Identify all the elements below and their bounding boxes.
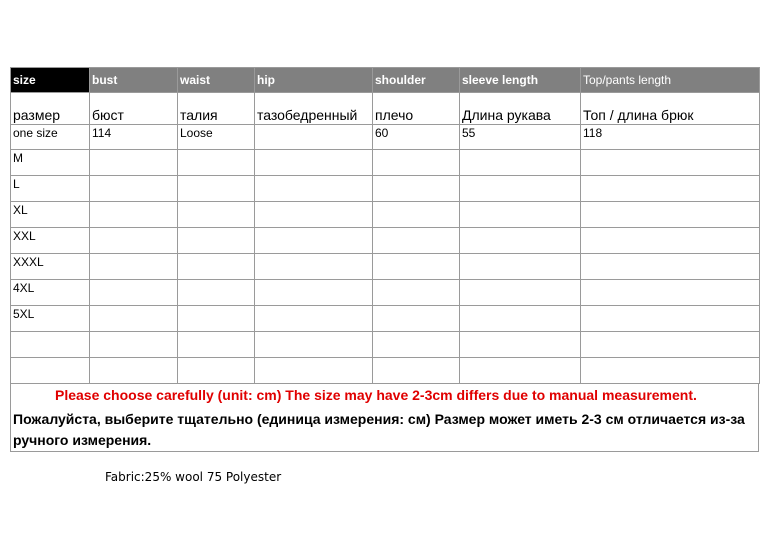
header-ru-sleeve: Длина рукава — [460, 93, 581, 125]
cell-hip — [255, 228, 373, 254]
cell-hip — [255, 254, 373, 280]
header-ru-length: Топ / длина брюк — [581, 93, 760, 125]
table-row — [11, 306, 760, 332]
cell-waist — [178, 280, 255, 306]
cell-waist — [178, 202, 255, 228]
cell-hip — [255, 280, 373, 306]
cell-length — [581, 228, 760, 254]
table-row — [11, 254, 760, 280]
header-sleeve-length: sleeve length — [460, 68, 581, 93]
cell-length — [581, 176, 760, 202]
size-chart — [10, 67, 759, 452]
table-row — [11, 202, 760, 228]
cell-bust — [90, 332, 178, 358]
header-ru-bust: бюст — [90, 93, 178, 125]
cell-sleeve-length — [460, 202, 581, 228]
cell-sleeve-length — [460, 358, 581, 384]
table-row — [11, 332, 760, 358]
cell-shoulder: 60 — [373, 125, 460, 150]
cell-sleeve-length — [460, 228, 581, 254]
cell-shoulder — [373, 150, 460, 176]
cell-size: XXL — [11, 228, 90, 254]
fabric-info: Fabric:25% wool 75 Polyester — [105, 470, 282, 484]
cell-bust — [90, 280, 178, 306]
cell-size: XL — [11, 202, 90, 228]
cell-hip — [255, 176, 373, 202]
cell-hip — [255, 150, 373, 176]
cell-hip — [255, 332, 373, 358]
header-hip: hip — [255, 68, 373, 93]
cell-length — [581, 150, 760, 176]
cell-shoulder — [373, 358, 460, 384]
cell-sleeve-length: 55 — [460, 125, 581, 150]
header-ru-waist: талия — [178, 93, 255, 125]
cell-length — [581, 202, 760, 228]
cell-sleeve-length — [460, 306, 581, 332]
table-row — [11, 150, 760, 176]
size-table — [10, 67, 760, 384]
cell-size: XXXL — [11, 254, 90, 280]
cell-size: 5XL — [11, 306, 90, 332]
cell-shoulder — [373, 332, 460, 358]
cell-hip — [255, 202, 373, 228]
header-ru-size: размер — [11, 93, 90, 125]
header-bust: bust — [90, 68, 178, 93]
cell-shoulder — [373, 176, 460, 202]
cell-shoulder — [373, 228, 460, 254]
cell-bust — [90, 306, 178, 332]
cell-shoulder — [373, 306, 460, 332]
cell-size: M — [11, 150, 90, 176]
cell-waist — [178, 358, 255, 384]
cell-waist — [178, 332, 255, 358]
cell-sleeve-length — [460, 280, 581, 306]
cell-bust: 114 — [90, 125, 178, 150]
cell-sleeve-length — [460, 332, 581, 358]
cell-bust — [90, 228, 178, 254]
table-row — [11, 280, 760, 306]
cell-sleeve-length — [460, 254, 581, 280]
cell-size: L — [11, 176, 90, 202]
cell-shoulder — [373, 280, 460, 306]
cell-size — [11, 358, 90, 384]
header-length: Top/pants length — [581, 68, 760, 93]
header-row-ru — [11, 93, 760, 125]
header-waist: waist — [178, 68, 255, 93]
table-row — [11, 176, 760, 202]
header-ru-hip: тазобедренный — [255, 93, 373, 125]
cell-hip — [255, 306, 373, 332]
cell-waist — [178, 306, 255, 332]
cell-bust — [90, 176, 178, 202]
cell-bust — [90, 202, 178, 228]
cell-waist — [178, 150, 255, 176]
cell-size: one size — [11, 125, 90, 150]
cell-waist — [178, 176, 255, 202]
cell-hip — [255, 125, 373, 150]
table-row — [11, 125, 760, 150]
header-size: size — [11, 68, 90, 93]
cell-length — [581, 306, 760, 332]
cell-length — [581, 332, 760, 358]
cell-waist — [178, 228, 255, 254]
cell-hip — [255, 358, 373, 384]
table-row — [11, 228, 760, 254]
cell-length — [581, 280, 760, 306]
cell-shoulder — [373, 202, 460, 228]
measurement-note — [10, 384, 759, 452]
cell-bust — [90, 254, 178, 280]
table-row — [11, 358, 760, 384]
cell-waist: Loose — [178, 125, 255, 150]
cell-size — [11, 332, 90, 358]
cell-sleeve-length — [460, 176, 581, 202]
cell-bust — [90, 358, 178, 384]
header-shoulder: shoulder — [373, 68, 460, 93]
cell-sleeve-length — [460, 150, 581, 176]
note-russian: Пожалуйста, выберите тщательно (единица измерения: см) Размер может иметь 2-3 см отличается из-за ручного измерения. — [13, 411, 745, 448]
cell-length — [581, 254, 760, 280]
cell-waist — [178, 254, 255, 280]
cell-shoulder — [373, 254, 460, 280]
cell-bust — [90, 150, 178, 176]
note-english: Please choose carefully (unit: cm) The size may have 2-3cm differs due to manual measurement. — [55, 387, 697, 403]
cell-size: 4XL — [11, 280, 90, 306]
cell-length — [581, 358, 760, 384]
cell-length: 118 — [581, 125, 760, 150]
header-ru-shoulder: плечо — [373, 93, 460, 125]
header-row-en — [11, 68, 760, 93]
